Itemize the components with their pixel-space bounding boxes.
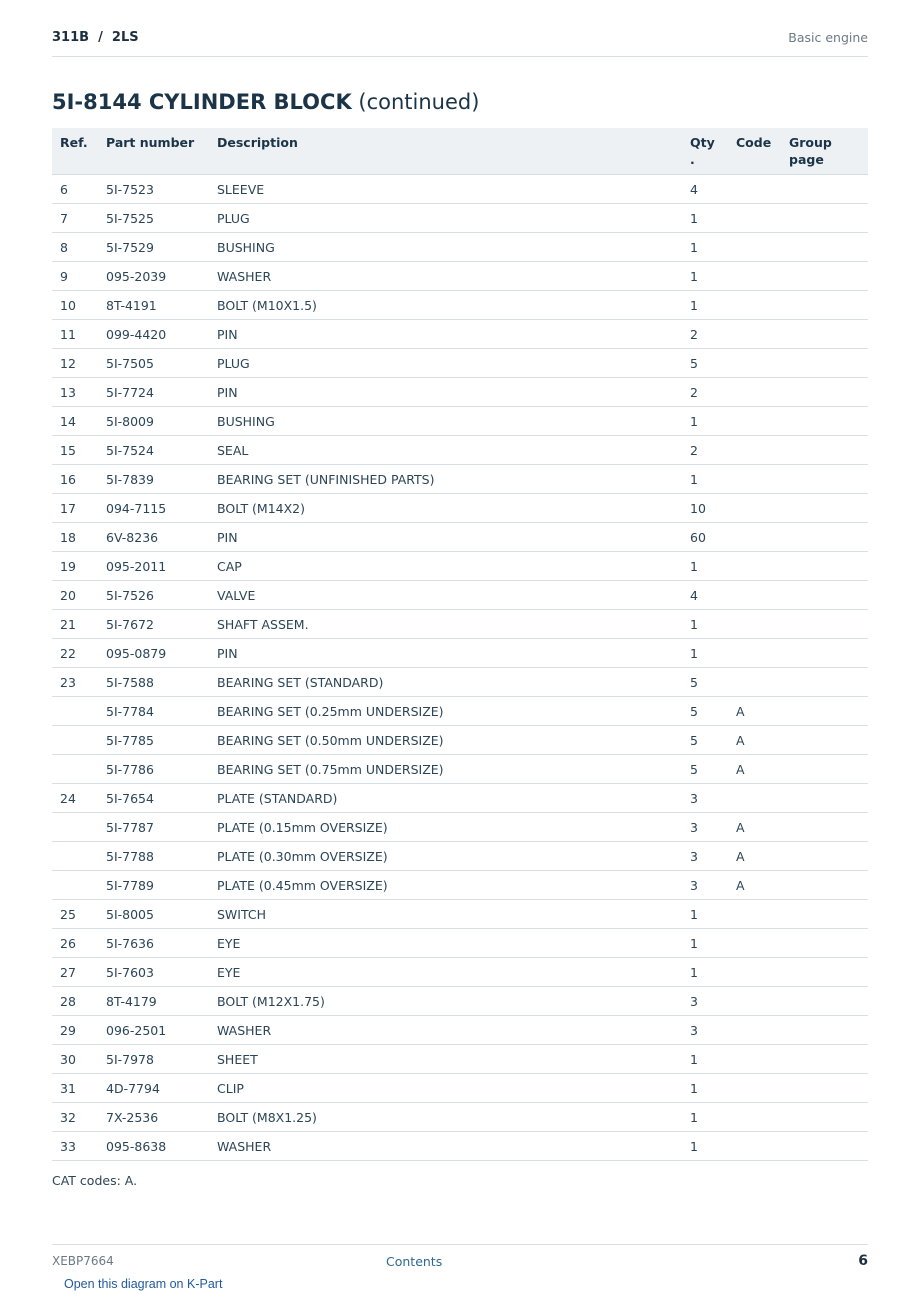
cell-group-page: [781, 204, 868, 233]
cell-description: BOLT (M12X1.75): [209, 987, 682, 1016]
cell-group-page: [781, 233, 868, 262]
cell-part-number: 5I-7636: [98, 929, 209, 958]
cell-group-page: [781, 262, 868, 291]
cell-group-page: [781, 1103, 868, 1132]
cell-description: BOLT (M10X1.5): [209, 291, 682, 320]
cell-description: BEARING SET (0.75mm UNDERSIZE): [209, 755, 682, 784]
cell-description: EYE: [209, 958, 682, 987]
cell-part-number: 5I-7525: [98, 204, 209, 233]
cell-ref: 19: [52, 552, 98, 581]
table-row: [52, 1016, 868, 1045]
cell-part-number: 5I-7839: [98, 465, 209, 494]
table-row: [52, 755, 868, 784]
cell-description: BOLT (M8X1.25): [209, 1103, 682, 1132]
cell-code: [728, 958, 781, 987]
cell-qty: 3: [682, 813, 728, 842]
cell-description: PIN: [209, 639, 682, 668]
cell-group-page: [781, 726, 868, 755]
header-part-number: Part number: [98, 128, 209, 175]
header-description: Description: [209, 128, 682, 175]
cell-description: SHAFT ASSEM.: [209, 610, 682, 639]
cell-ref: [52, 726, 98, 755]
cell-part-number: 5I-7505: [98, 349, 209, 378]
cell-part-number: 5I-7788: [98, 842, 209, 871]
kpart-diagram-link[interactable]: Open this diagram on K-Part: [64, 1277, 223, 1291]
header-group-page: Group page: [781, 128, 868, 175]
cell-part-number: 5I-7672: [98, 610, 209, 639]
table-row: [52, 552, 868, 581]
cell-code: [728, 349, 781, 378]
cell-part-number: 5I-8005: [98, 900, 209, 929]
cell-description: BOLT (M14X2): [209, 494, 682, 523]
cell-part-number: 5I-7524: [98, 436, 209, 465]
cell-code: [728, 378, 781, 407]
cell-description: WASHER: [209, 262, 682, 291]
cell-group-page: [781, 378, 868, 407]
cell-description: BUSHING: [209, 407, 682, 436]
cell-ref: 32: [52, 1103, 98, 1132]
cell-group-page: [781, 871, 868, 900]
table-row: [52, 1074, 868, 1103]
cell-description: PIN: [209, 320, 682, 349]
cell-qty: 4: [682, 581, 728, 610]
cell-code: [728, 407, 781, 436]
cell-description: SLEEVE: [209, 175, 682, 204]
cell-code: A: [728, 755, 781, 784]
cell-qty: 60: [682, 523, 728, 552]
cell-qty: 1: [682, 1132, 728, 1161]
parts-table: [52, 128, 868, 1161]
cell-group-page: [781, 465, 868, 494]
cell-group-page: [781, 668, 868, 697]
cell-description: PLUG: [209, 204, 682, 233]
table-row: [52, 1132, 868, 1161]
cell-qty: 3: [682, 784, 728, 813]
cell-code: [728, 494, 781, 523]
cell-ref: 20: [52, 581, 98, 610]
cell-code: A: [728, 842, 781, 871]
cell-ref: 6: [52, 175, 98, 204]
page-footer: [52, 1244, 868, 1275]
cell-qty: 1: [682, 262, 728, 291]
cell-code: A: [728, 726, 781, 755]
cell-part-number: 094-7115: [98, 494, 209, 523]
cell-description: SEAL: [209, 436, 682, 465]
table-row: [52, 291, 868, 320]
cell-description: PIN: [209, 378, 682, 407]
cell-part-number: 5I-7724: [98, 378, 209, 407]
cell-part-number: 7X-2536: [98, 1103, 209, 1132]
cell-part-number: 095-0879: [98, 639, 209, 668]
cell-description: WASHER: [209, 1132, 682, 1161]
cell-group-page: [781, 291, 868, 320]
cell-ref: 13: [52, 378, 98, 407]
cell-code: [728, 900, 781, 929]
page-header: [52, 28, 868, 57]
cell-group-page: [781, 436, 868, 465]
cell-group-page: [781, 1045, 868, 1074]
cell-description: VALVE: [209, 581, 682, 610]
cell-part-number: 4D-7794: [98, 1074, 209, 1103]
cell-code: [728, 262, 781, 291]
cell-code: [728, 465, 781, 494]
table-row: [52, 436, 868, 465]
title-suffix: (continued): [351, 90, 480, 114]
cell-group-page: [781, 320, 868, 349]
cell-qty: 1: [682, 958, 728, 987]
cell-part-number: 5I-7784: [98, 697, 209, 726]
cell-group-page: [781, 987, 868, 1016]
table-header-row: [52, 128, 868, 175]
cell-ref: 29: [52, 1016, 98, 1045]
cell-code: [728, 1045, 781, 1074]
cell-description: PLATE (0.45mm OVERSIZE): [209, 871, 682, 900]
cell-part-number: 5I-7786: [98, 755, 209, 784]
cell-qty: 3: [682, 1016, 728, 1045]
cell-qty: 5: [682, 349, 728, 378]
cell-code: [728, 175, 781, 204]
table-row: [52, 262, 868, 291]
cell-description: BEARING SET (0.50mm UNDERSIZE): [209, 726, 682, 755]
cell-part-number: 8T-4179: [98, 987, 209, 1016]
cell-ref: 27: [52, 958, 98, 987]
cell-ref: [52, 755, 98, 784]
cell-description: BEARING SET (UNFINISHED PARTS): [209, 465, 682, 494]
table-row: [52, 233, 868, 262]
cat-codes-note: CAT codes: A.: [52, 1173, 138, 1188]
cell-group-page: [781, 523, 868, 552]
cell-description: PLATE (0.15mm OVERSIZE): [209, 813, 682, 842]
cell-group-page: [781, 958, 868, 987]
cell-code: [728, 1074, 781, 1103]
table-row: [52, 726, 868, 755]
table-row: [52, 610, 868, 639]
cell-code: [728, 1016, 781, 1045]
cell-qty: 5: [682, 668, 728, 697]
cell-group-page: [781, 929, 868, 958]
cell-ref: 10: [52, 291, 98, 320]
cell-part-number: 5I-7785: [98, 726, 209, 755]
cell-part-number: 5I-7787: [98, 813, 209, 842]
table-row: [52, 929, 868, 958]
table-row: [52, 639, 868, 668]
cell-part-number: 5I-7654: [98, 784, 209, 813]
cell-qty: 1: [682, 929, 728, 958]
cell-qty: 2: [682, 378, 728, 407]
table-row: [52, 987, 868, 1016]
cell-ref: 30: [52, 1045, 98, 1074]
cell-code: [728, 581, 781, 610]
cell-ref: 7: [52, 204, 98, 233]
cell-code: [728, 1103, 781, 1132]
title-part-name: 5I-8144 CYLINDER BLOCK: [52, 90, 352, 114]
cell-ref: 15: [52, 436, 98, 465]
table-row: [52, 1045, 868, 1074]
cell-code: [728, 291, 781, 320]
header-ref: Ref.: [52, 128, 98, 175]
cell-ref: 31: [52, 1074, 98, 1103]
cell-ref: [52, 813, 98, 842]
table-row: [52, 320, 868, 349]
cell-code: [728, 233, 781, 262]
cell-part-number: 095-2011: [98, 552, 209, 581]
cell-ref: 12: [52, 349, 98, 378]
cell-part-number: 095-2039: [98, 262, 209, 291]
cell-description: PLATE (0.30mm OVERSIZE): [209, 842, 682, 871]
cell-qty: 3: [682, 842, 728, 871]
cell-part-number: 5I-7603: [98, 958, 209, 987]
cell-description: PLATE (STANDARD): [209, 784, 682, 813]
cell-group-page: [781, 639, 868, 668]
cell-ref: 28: [52, 987, 98, 1016]
cell-description: BEARING SET (STANDARD): [209, 668, 682, 697]
cell-ref: 23: [52, 668, 98, 697]
cell-qty: 5: [682, 697, 728, 726]
cell-qty: 5: [682, 726, 728, 755]
table-row: [52, 494, 868, 523]
header-qty: Qty .: [682, 128, 728, 175]
cell-code: [728, 668, 781, 697]
cell-group-page: [781, 755, 868, 784]
cell-qty: 1: [682, 639, 728, 668]
model-label: 311B / 2LS: [52, 30, 139, 45]
cell-part-number: 5I-8009: [98, 407, 209, 436]
cell-qty: 1: [682, 900, 728, 929]
table-row: [52, 378, 868, 407]
table-row: [52, 407, 868, 436]
table-row: [52, 668, 868, 697]
cell-part-number: 5I-7526: [98, 581, 209, 610]
cell-group-page: [781, 175, 868, 204]
cell-group-page: [781, 494, 868, 523]
cell-code: [728, 1132, 781, 1161]
cell-group-page: [781, 842, 868, 871]
cell-group-page: [781, 1016, 868, 1045]
contents-link[interactable]: Contents: [386, 1254, 443, 1269]
cell-ref: 14: [52, 407, 98, 436]
cell-code: [728, 204, 781, 233]
cell-qty: 1: [682, 204, 728, 233]
cell-qty: 1: [682, 552, 728, 581]
cell-description: SWITCH: [209, 900, 682, 929]
table-row: [52, 465, 868, 494]
cell-group-page: [781, 1132, 868, 1161]
cell-part-number: 095-8638: [98, 1132, 209, 1161]
cell-description: CAP: [209, 552, 682, 581]
cell-group-page: [781, 697, 868, 726]
cell-part-number: 5I-7588: [98, 668, 209, 697]
table-row: [52, 900, 868, 929]
cell-ref: 25: [52, 900, 98, 929]
parts-table-body: [52, 175, 868, 1161]
cell-group-page: [781, 581, 868, 610]
table-row: [52, 871, 868, 900]
cell-code: [728, 320, 781, 349]
cell-ref: 16: [52, 465, 98, 494]
cell-qty: 3: [682, 987, 728, 1016]
table-row: [52, 175, 868, 204]
cell-ref: 22: [52, 639, 98, 668]
table-row: [52, 1103, 868, 1132]
cell-group-page: [781, 407, 868, 436]
cell-ref: [52, 871, 98, 900]
table-row: [52, 523, 868, 552]
cell-ref: 9: [52, 262, 98, 291]
cell-code: [728, 610, 781, 639]
cell-ref: 18: [52, 523, 98, 552]
cell-qty: 1: [682, 291, 728, 320]
cell-code: A: [728, 697, 781, 726]
cell-description: BUSHING: [209, 233, 682, 262]
cell-group-page: [781, 813, 868, 842]
table-row: [52, 958, 868, 987]
table-row: [52, 204, 868, 233]
cell-code: [728, 929, 781, 958]
cell-qty: 2: [682, 436, 728, 465]
cell-part-number: 5I-7789: [98, 871, 209, 900]
cell-code: A: [728, 813, 781, 842]
cell-code: A: [728, 871, 781, 900]
cell-qty: 3: [682, 871, 728, 900]
cell-qty: 10: [682, 494, 728, 523]
cell-group-page: [781, 349, 868, 378]
cell-part-number: 5I-7978: [98, 1045, 209, 1074]
cell-description: BEARING SET (0.25mm UNDERSIZE): [209, 697, 682, 726]
cell-code: [728, 436, 781, 465]
cell-qty: 5: [682, 755, 728, 784]
cell-ref: 8: [52, 233, 98, 262]
cell-group-page: [781, 784, 868, 813]
cell-qty: 1: [682, 233, 728, 262]
cell-qty: 1: [682, 1103, 728, 1132]
page-title: [52, 90, 479, 114]
cell-qty: 4: [682, 175, 728, 204]
cell-code: [728, 552, 781, 581]
cell-qty: 1: [682, 610, 728, 639]
document-id: XEBP7664: [52, 1254, 114, 1268]
cell-group-page: [781, 610, 868, 639]
cell-qty: 1: [682, 1074, 728, 1103]
cell-group-page: [781, 1074, 868, 1103]
cell-code: [728, 987, 781, 1016]
cell-ref: 21: [52, 610, 98, 639]
cell-ref: 17: [52, 494, 98, 523]
cell-description: CLIP: [209, 1074, 682, 1103]
section-label: Basic engine: [788, 30, 868, 45]
cell-code: [728, 523, 781, 552]
cell-description: PLUG: [209, 349, 682, 378]
cell-ref: [52, 842, 98, 871]
cell-part-number: 096-2501: [98, 1016, 209, 1045]
cell-code: [728, 639, 781, 668]
page-number: 6: [858, 1253, 868, 1269]
table-row: [52, 842, 868, 871]
cell-part-number: 099-4420: [98, 320, 209, 349]
header-code: Code: [728, 128, 781, 175]
table-row: [52, 813, 868, 842]
cell-part-number: 5I-7523: [98, 175, 209, 204]
cell-part-number: 8T-4191: [98, 291, 209, 320]
cell-group-page: [781, 900, 868, 929]
cell-part-number: 5I-7529: [98, 233, 209, 262]
cell-ref: 33: [52, 1132, 98, 1161]
cell-qty: 1: [682, 1045, 728, 1074]
cell-code: [728, 784, 781, 813]
cell-qty: 2: [682, 320, 728, 349]
table-row: [52, 581, 868, 610]
cell-group-page: [781, 552, 868, 581]
cell-part-number: 6V-8236: [98, 523, 209, 552]
cell-description: SHEET: [209, 1045, 682, 1074]
cell-description: WASHER: [209, 1016, 682, 1045]
cell-ref: 11: [52, 320, 98, 349]
cell-description: PIN: [209, 523, 682, 552]
cell-ref: 26: [52, 929, 98, 958]
table-row: [52, 697, 868, 726]
cell-qty: 1: [682, 407, 728, 436]
cell-description: EYE: [209, 929, 682, 958]
cell-ref: [52, 697, 98, 726]
table-row: [52, 784, 868, 813]
table-row: [52, 349, 868, 378]
cell-qty: 1: [682, 465, 728, 494]
cell-ref: 24: [52, 784, 98, 813]
